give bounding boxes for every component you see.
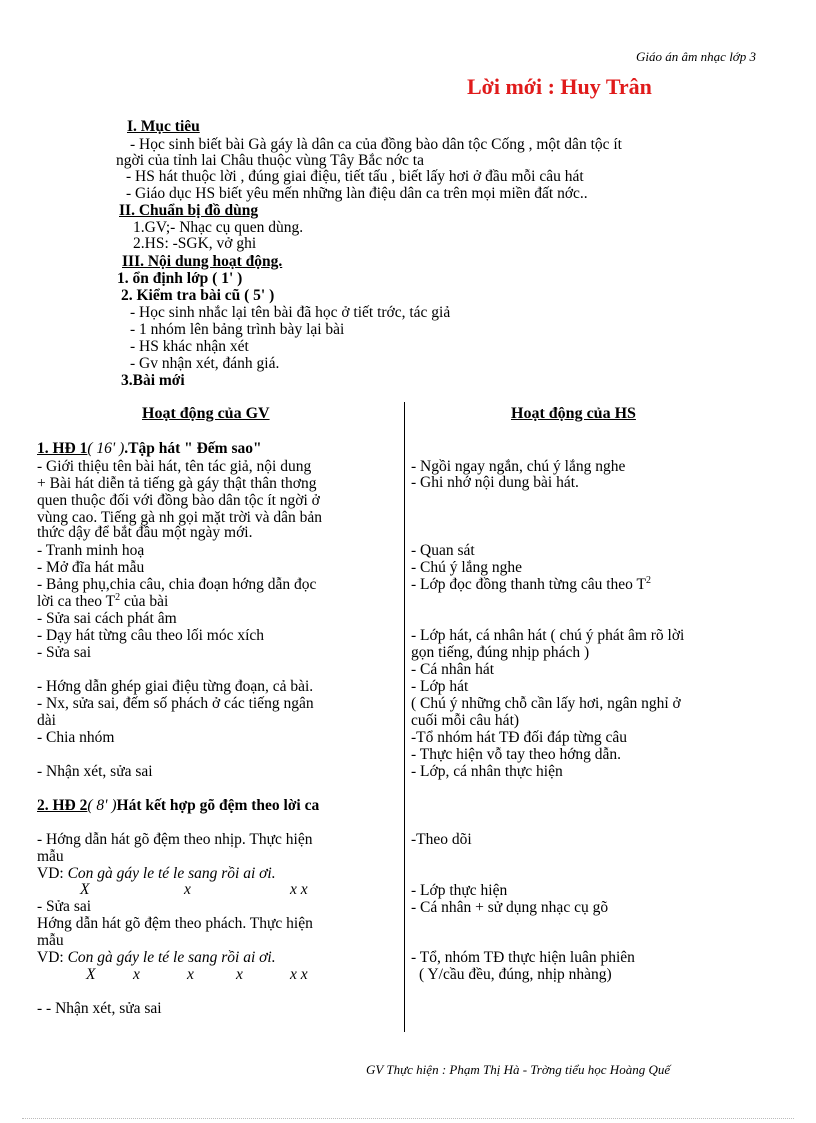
hs-line: - Thực hiện vỗ tay theo hớng dẫn. — [411, 746, 622, 763]
gv-line: quen thuộc đối với đồng bào dân tộc ít ngời ở — [37, 492, 320, 509]
gv-line — [37, 593, 168, 610]
example-label: VD: — [37, 949, 68, 966]
gv-line-part: của bài — [120, 593, 169, 610]
example-line — [37, 865, 276, 882]
hs2-line: ( Y/cầu đều, đúng, nhịp nhàng) — [419, 966, 612, 983]
hs2-line: - Cá nhân + sử dụng nhạc cụ gõ — [411, 899, 609, 916]
hs-line: - Ghi nhớ nội dung bài hát. — [411, 474, 579, 491]
page-footer: GV Thực hiện : Phạm Thị Hà - Trờng tiểu học Hoàng Quế — [366, 1062, 671, 1077]
gv-line: - Tranh minh hoạ — [37, 542, 145, 559]
section-1-line: - Học sinh biết bài Gà gáy là dân ca của đồng bào dân tộc Cống , một dân tộc ít — [130, 136, 622, 153]
section-3-line: - HS khác nhận xét — [130, 338, 249, 355]
hs2-line: - Lớp thực hiện — [411, 882, 508, 899]
beat-mark: x — [133, 966, 140, 983]
hs-line: - Ngồi ngay ngắn, chú ý lắng nghe — [411, 458, 626, 475]
beat-mark: x — [236, 966, 243, 983]
step-heading: 1. ổn định lớp ( 1' ) — [117, 270, 243, 287]
gv-line: - Nhận xét, sửa sai — [37, 763, 153, 780]
activity-1-heading — [37, 440, 262, 457]
activity-2-time: ( 8' ) — [87, 797, 117, 814]
hs-line — [411, 576, 651, 593]
gv-line: thức dậy để bắt đầu một ngày mới. — [37, 524, 253, 541]
beat-mark: X — [80, 881, 90, 898]
gv-column-heading: Hoạt động của GV — [142, 405, 270, 422]
section-1-line: - Giáo dục HS biết yêu mến những làn điệu dân ca trên mọi miền đất nớc.. — [126, 185, 588, 202]
gv-line: vùng cao. Tiếng gà nh gọi mặt trời và dân bản — [37, 509, 323, 526]
beat-mark: x — [187, 966, 194, 983]
activity-2-title: Hát kết hợp gõ đệm theo lời ca — [116, 797, 320, 814]
example-label: VD: — [37, 865, 68, 882]
superscript: 2 — [645, 574, 651, 586]
hs-line-part: - Lớp đọc đồng thanh từng câu theo T — [411, 576, 646, 593]
beat-mark: x x — [290, 966, 308, 983]
column-divider — [404, 402, 405, 1032]
hs-column-heading: Hoạt động của HS — [511, 405, 636, 422]
gv-line: + Bài hát diễn tả tiếng gà gáy thật thân thơng — [37, 475, 317, 492]
hs-line: - Lớp hát, cá nhân hát ( chú ý phát âm rõ lời — [411, 627, 685, 644]
beat-mark: x — [184, 881, 191, 898]
page-bottom-rule — [22, 1118, 794, 1119]
gv2-line: mẫu — [37, 848, 64, 865]
section-3-heading: III. Nội dung hoạt động. — [122, 253, 283, 270]
activity-2-heading — [37, 797, 319, 814]
hs-line: gọn tiếng, đúng nhịp phách ) — [411, 644, 590, 661]
hs-line: cuối mỗi câu hát) — [411, 712, 520, 729]
gv-line: - Sửa sai — [37, 644, 92, 661]
page-title: Lời mới : Huy Trân — [467, 74, 652, 99]
gv-line: - Nx, sửa sai, đếm số phách ở các tiếng ngân — [37, 695, 314, 712]
gv2-line: - - Nhận xét, sửa sai — [37, 1000, 162, 1017]
gv-line: - Giới thiệu tên bài hát, tên tác giả, nội dung — [37, 458, 312, 475]
section-3-line: - Gv nhận xét, đánh giá. — [130, 355, 280, 372]
hs-line: - Chú ý lắng nghe — [411, 559, 523, 576]
section-3-line: - 1 nhóm lên bảng trình bày lại bài — [130, 321, 345, 338]
hs-line: - Quan sát — [411, 542, 475, 559]
gv-line: - Sửa sai cách phát âm — [37, 610, 177, 627]
section-1-heading: I. Mục tiêu — [127, 118, 200, 135]
gv-line: - Chia nhóm — [37, 729, 115, 746]
section-2-line: 2.HS: -SGK, vở ghi — [133, 235, 257, 252]
example-lyric: Con gà gáy le té le sang rồi ai ơi. — [67, 865, 276, 882]
section-2-line: 1.GV;- Nhạc cụ quen dùng. — [133, 219, 304, 236]
page-header: Giáo án âm nhạc lớp 3 — [636, 49, 756, 64]
example-lyric: Con gà gáy le té le sang rồi ai ơi. — [67, 949, 276, 966]
hs-line: -Tổ nhóm hát TĐ đối đáp từng câu — [411, 729, 628, 746]
hs-line: - Lớp hát — [411, 678, 469, 695]
gv2-line: - Sửa sai — [37, 898, 92, 915]
gv2-line: - Hớng dẫn hát gõ đệm theo nhịp. Thực hiện — [37, 831, 313, 848]
gv-line: - Bảng phụ,chia câu, chia đoạn hớng dẫn đọc — [37, 576, 317, 593]
gv-line-part: lời ca theo T — [37, 593, 116, 610]
section-1-line: - HS hát thuộc lời , đúng giai điệu, tiết tấu , biết lấy hơi ở đầu mỗi câu hát — [126, 168, 584, 185]
activity-1-title: .Tập hát " Đếm sao" — [124, 440, 262, 457]
beat-mark: X — [86, 966, 96, 983]
gv-line: - Dạy hát từng câu theo lối móc xích — [37, 627, 265, 644]
gv2-line: mẫu — [37, 932, 64, 949]
activity-1-label: 1. HĐ 1 — [37, 440, 88, 457]
beat-mark: x x — [290, 881, 308, 898]
activity-1-time: ( 16' ) — [87, 440, 125, 457]
step-heading: 2. Kiểm tra bài cũ ( 5' ) — [121, 287, 275, 304]
step-heading: 3.Bài mới — [121, 372, 185, 389]
hs-line: - Lớp, cá nhân thực hiện — [411, 763, 563, 780]
hs2-line: -Theo dõi — [411, 831, 472, 848]
section-2-heading: II. Chuẩn bị đồ dùng — [119, 202, 259, 219]
activity-2-label: 2. HĐ 2 — [37, 797, 88, 814]
superscript: 2 — [115, 591, 121, 603]
gv2-line: Hớng dẫn hát gõ đệm theo phách. Thực hiện — [37, 915, 313, 932]
example-line — [37, 949, 276, 966]
hs-line: ( Chú ý những chỗ cần lấy hơi, ngân nghỉ ở — [411, 695, 681, 712]
hs2-line: - Tổ, nhóm TĐ thực hiện luân phiên — [411, 949, 635, 966]
section-1-line: ngời của tỉnh lai Châu thuộc vùng Tây Bắc nớc ta — [116, 152, 424, 169]
gv-line: - Mở đĩa hát mẫu — [37, 559, 145, 576]
gv-line: dài — [37, 712, 56, 729]
hs-line: - Cá nhân hát — [411, 661, 495, 678]
gv-line: - Hớng dẫn ghép giai điệu từng đoạn, cả bài. — [37, 678, 314, 695]
section-3-line: - Học sinh nhắc lại tên bài đã học ở tiết trớc, tác giả — [130, 304, 451, 321]
